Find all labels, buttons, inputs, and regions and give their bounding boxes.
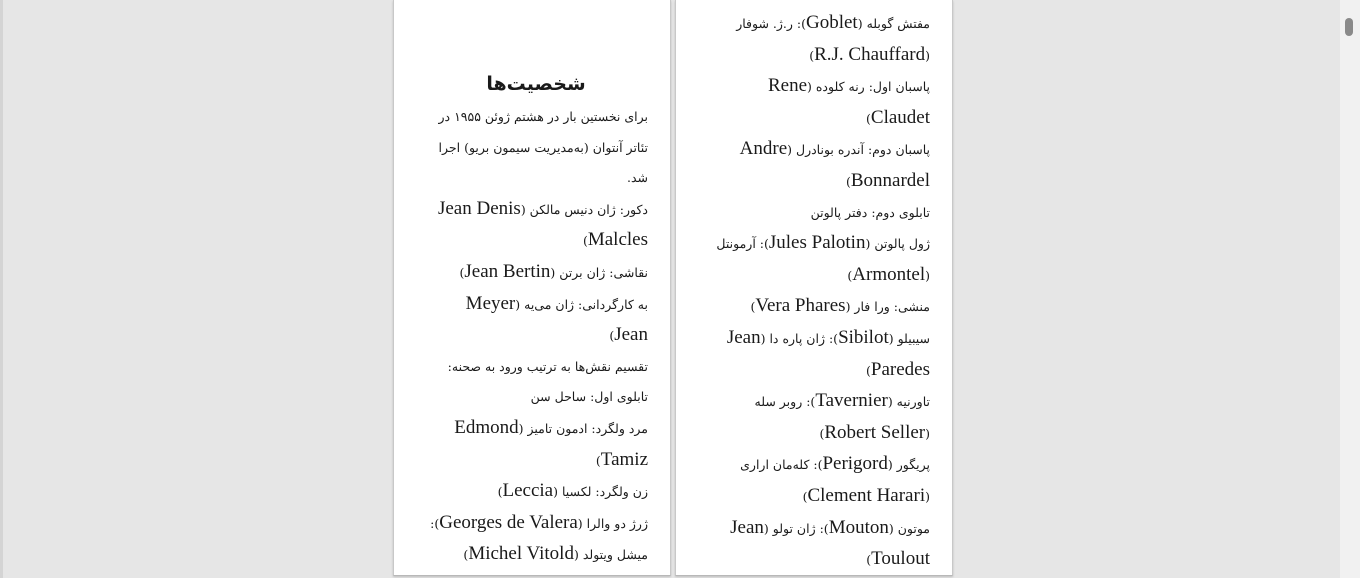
role-georges: ژرژ دو والرا (Georges de Valera): bbox=[430, 511, 648, 533]
window-left-edge bbox=[0, 0, 3, 578]
document-page-left bbox=[393, 0, 671, 576]
role-mouton: موتون (Mouton): ژان تولو (Jean Toulout) bbox=[730, 516, 930, 570]
credit-director: به کارگردانی: ژان می‌یه (Meyer Jean) bbox=[465, 292, 648, 346]
role-goblet: مفتش گوبله (Goblet): ر.ژ. شوفار (R.J. Chauffard) bbox=[736, 12, 930, 65]
document-page-right bbox=[675, 0, 953, 576]
role-vagrant-man: مرد ولگرد: ادمون تامیز (Edmond Tamiz) bbox=[454, 416, 648, 470]
role-palotin: ژول پالوتن (Jules Palotin): آرمونتل (Armontel) bbox=[716, 232, 930, 285]
credit-painting: نقاشی: ژان برتن (Jean Bertin) bbox=[459, 260, 648, 282]
role-tavernier: تاورنیه (Tavernier): روبر سله (Robert Seller) bbox=[754, 390, 930, 443]
role-vagrant-woman: زن ولگرد: لکسیا (Leccia) bbox=[497, 480, 648, 502]
role-michel: میشل ویتولد (Michel Vitold) bbox=[463, 543, 648, 565]
vertical-scrollbar[interactable] bbox=[1340, 0, 1360, 578]
role-perigord: پریگور (Perigord): کله‌مان اراری (Clement Harari) bbox=[740, 453, 930, 506]
scrollbar-thumb[interactable] bbox=[1345, 18, 1353, 36]
role-second-guard: پاسبان دوم: آندره بونادرل (Andre Bonnardel) bbox=[739, 138, 930, 191]
role-first-guard: پاسبان اول: رنه کلوده (Rene Claudet) bbox=[767, 75, 930, 128]
roles-intro: تقسیم نقش‌ها به ترتیب ورود به صحنه: bbox=[447, 358, 648, 374]
cast-list-part-1 bbox=[424, 66, 648, 571]
cast-list-part-2 bbox=[704, 8, 930, 576]
role-secretary: منشی: ورا فار (Vera Phares) bbox=[750, 295, 930, 317]
credit-decor: دکور: ژان دنیس مالکن (Jean Denis Malcles) bbox=[437, 197, 648, 251]
section-title: شخصیت‌ها bbox=[486, 73, 586, 95]
premiere-note: برای نخستین بار در هشتم ژوئن ۱۹۵۵ در تئاتر آنتوان (به‌مدیریت سیمون بریو) اجرا شد. bbox=[438, 109, 648, 186]
tableau-two: تابلوی دوم: دفتر پالوتن bbox=[810, 204, 930, 220]
tableau-one: تابلوی اول: ساحل سن bbox=[530, 389, 648, 405]
role-sibilot: سیبیلو (Sibilot): ژان پاره دا (Jean Paredes) bbox=[726, 326, 930, 380]
